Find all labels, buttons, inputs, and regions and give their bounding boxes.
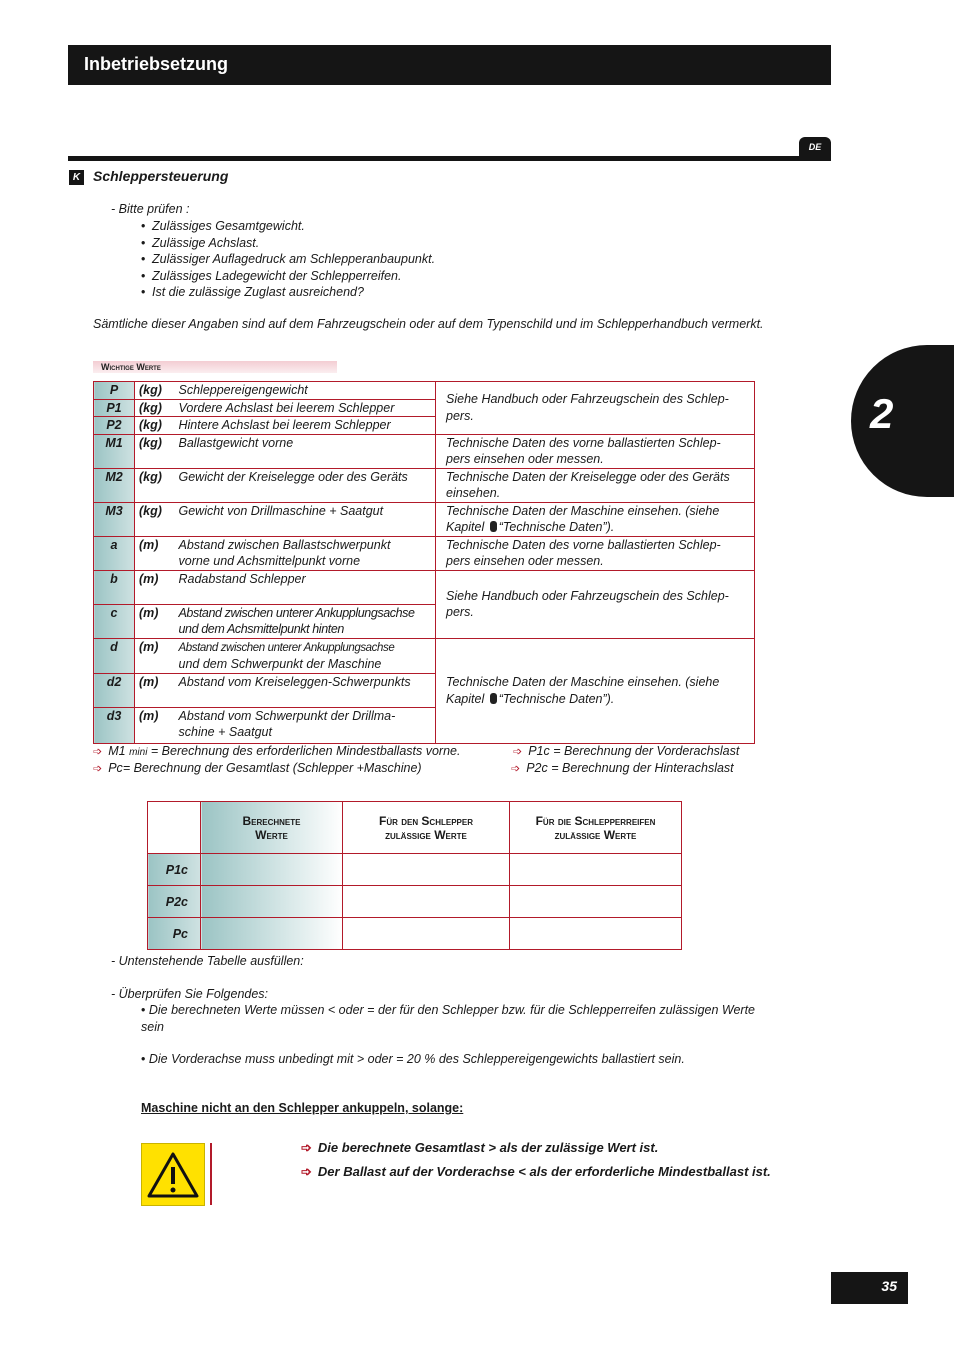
warning-title: Maschine nicht an den Schlepper ankuppeln, solange: — [141, 1101, 464, 1115]
section-rule — [68, 156, 831, 161]
list-item: • Zulässiges Ladegewicht der Schlepperreifen. — [141, 268, 435, 285]
desc-cell — [175, 707, 436, 743]
tractor-value-cell[interactable] — [343, 854, 510, 886]
table-row — [94, 502, 755, 536]
legend-symbol: P2c — [526, 761, 548, 775]
arrow-icon: ➩ — [93, 746, 103, 758]
arrow-icon: ➩ — [93, 763, 103, 775]
check-bullet-1: • Die berechneten Werte müssen < oder = der für den Schlepper bzw. für die Schlepperreifen zulässigen Werte — [141, 1003, 756, 1017]
symbol-cell: P — [94, 382, 135, 400]
unit-cell: (kg) — [135, 382, 175, 400]
warning-icon — [141, 1143, 205, 1206]
symbol-cell: P1 — [94, 399, 135, 417]
header-text: Berechnete — [242, 813, 301, 828]
check-list — [141, 218, 435, 301]
desc-text: und dem Schwerpunkt der Maschine — [178, 657, 382, 671]
bullet-text: Die berechneten Werte müssen < oder = der für den Schlepper bzw. für die Schlepperreifen zulässigen Werte — [148, 1003, 756, 1017]
desc-cell: Vordere Achslast bei leerem Schlepper — [175, 399, 436, 417]
desc-cell: Gewicht der Kreiselegge oder des Geräts — [175, 468, 436, 502]
list-item: • Zulässiger Auflagedruck am Schlepperanbaupunkt. — [141, 251, 435, 268]
symbol-cell: M1 — [94, 434, 135, 468]
warning-text: Die berechnete Gesamtlast > als der zulässige Wert ist. — [317, 1140, 659, 1155]
legend-text: = Berechnung der Gesamtlast (Schlepper +Maschine) — [122, 761, 422, 775]
row-label: P2c — [148, 886, 201, 918]
note-text: Technische Daten der Maschine einsehen. (siehe — [446, 503, 720, 518]
symbol-cell: c — [94, 604, 135, 638]
table-row — [94, 536, 755, 570]
calculation-table — [147, 801, 682, 950]
arrow-icon: ➩ — [301, 1140, 312, 1155]
unit-cell: (m) — [135, 570, 175, 604]
note-text: Technische Daten der Maschine einsehen. (siehe — [446, 675, 720, 689]
table-row — [94, 638, 755, 673]
note-text: einsehen. — [446, 486, 501, 500]
header-text: Werte — [255, 827, 288, 842]
note-text: pers. — [446, 408, 474, 423]
legend-p2c — [511, 760, 734, 778]
check-bullet-1-cont: sein — [141, 1020, 164, 1034]
desc-cell: Gewicht von Drillmaschine + Saatgut — [175, 502, 436, 536]
symbol-cell: P2 — [94, 417, 135, 435]
calculated-value-cell[interactable] — [201, 854, 343, 886]
legend-text: = Berechnung des erforderlichen Mindestballasts vorne. — [150, 744, 461, 758]
corner-cell — [148, 802, 201, 854]
book-icon — [490, 693, 497, 704]
warning-text: Der Ballast auf der Vorderachse < als der erforderliche Mindestballast ist. — [317, 1164, 771, 1179]
warning-divider — [210, 1143, 212, 1205]
values-table-label: Wichtige Werte — [93, 361, 337, 373]
tractor-value-cell[interactable] — [343, 918, 510, 950]
table-row — [148, 886, 682, 918]
check-bullet-2: • Die Vorderachse muss unbedingt mit > oder = 20 % des Schleppereigengewichts ballastiert sein. — [141, 1052, 685, 1066]
legend-text: = Berechnung der Hinterachslast — [551, 761, 734, 775]
calculated-value-cell[interactable] — [201, 918, 343, 950]
legend-symbol: P1c — [528, 744, 550, 758]
note-cell — [436, 570, 755, 638]
symbol-cell: M2 — [94, 468, 135, 502]
list-item: • Zulässiges Gesamtgewicht. — [141, 218, 435, 235]
desc-cell: Schleppereigengewicht — [175, 382, 436, 400]
table-header-row — [148, 802, 682, 854]
header-text: zulässige Werte — [385, 827, 467, 842]
symbol-cell: b — [94, 570, 135, 604]
unit-cell: (m) — [135, 638, 175, 673]
calculated-value-cell[interactable] — [201, 886, 343, 918]
book-icon — [490, 521, 497, 532]
bullet-text: Die Vorderachse muss unbedingt mit > oder = 20 % des Schleppereigengewichts ballastiert sein. — [148, 1052, 685, 1066]
page-number: 35 — [831, 1272, 908, 1304]
table-row — [94, 382, 755, 400]
table-row — [94, 570, 755, 604]
row-label: Pc — [148, 918, 201, 950]
warning-item-1 — [301, 1140, 658, 1156]
legend-subscript: mini — [129, 747, 148, 758]
unit-cell: (kg) — [135, 434, 175, 468]
table-row — [148, 918, 682, 950]
fill-instruction: - Untenstehende Tabelle ausfüllen: — [111, 954, 304, 968]
column-header-calculated — [201, 802, 343, 854]
tractor-value-cell[interactable] — [343, 886, 510, 918]
section-letter: K — [69, 170, 84, 185]
header-text: Für den Schlepper — [378, 813, 473, 828]
note-text: Siehe Handbuch oder Fahrzeugschein des Schlep- — [446, 588, 729, 603]
desc-text: Abstand zwischen unterer Ankupplungsachse — [178, 641, 395, 654]
unit-cell: (m) — [135, 707, 175, 743]
note-text: pers einsehen oder messen. — [446, 452, 604, 466]
arrow-icon: ➩ — [511, 763, 521, 775]
symbol-cell: d — [94, 638, 135, 673]
note-text: “Technische Daten”). — [498, 520, 615, 534]
symbol-cell: a — [94, 536, 135, 570]
legend-m1min — [93, 743, 460, 762]
tyre-value-cell[interactable] — [510, 886, 682, 918]
desc-cell — [175, 536, 436, 570]
note-text: Technische Daten des vorne ballastierten Schlep- — [446, 537, 721, 552]
intro-note: Sämtliche dieser Angaben sind auf dem Fahrzeugschein oder auf dem Typenschild und im Schlepperhandbuch vermerkt. — [93, 317, 764, 331]
header-text: zulässige Werte — [554, 827, 637, 842]
arrow-icon: ➩ — [513, 746, 523, 758]
tyre-value-cell[interactable] — [510, 854, 682, 886]
desc-text: vorne und Achsmittelpunkt vorne — [178, 554, 361, 568]
desc-cell: Ballastgewicht vorne — [175, 434, 436, 468]
unit-cell: (m) — [135, 673, 175, 707]
tyre-value-cell[interactable] — [510, 918, 682, 950]
note-text: Technische Daten der Kreiselegge oder des Geräts — [446, 469, 730, 484]
desc-cell: Hintere Achslast bei leerem Schlepper — [175, 417, 436, 435]
note-text: pers einsehen oder messen. — [446, 554, 604, 568]
desc-text: schine + Saatgut — [178, 725, 272, 739]
arrow-icon: ➩ — [301, 1164, 312, 1179]
desc-cell: Abstand vom Kreiseleggen-Schwerpunkts — [175, 673, 436, 707]
desc-cell: Radabstand Schlepper — [175, 570, 436, 604]
warning-item-2 — [301, 1164, 771, 1180]
note-text: Kapitel — [446, 520, 485, 534]
page-title: Inbetriebsetzung — [84, 54, 229, 74]
note-cell — [436, 382, 755, 435]
table-row — [94, 468, 755, 502]
list-item: • Ist die zulässige Zuglast ausreichend? — [141, 284, 435, 301]
column-header-tyres — [510, 802, 682, 854]
row-label: P1c — [148, 854, 201, 886]
chapter-number: 2 — [870, 390, 894, 437]
desc-text: Abstand zwischen Ballastschwerpunkt — [178, 537, 391, 552]
note-text: Technische Daten des vorne ballastierten Schlep- — [446, 435, 721, 450]
legend-symbol: Pc — [108, 761, 123, 775]
legend-symbol: M1 — [108, 744, 126, 758]
legend-p1c — [513, 743, 739, 761]
symbol-cell: d3 — [94, 707, 135, 743]
desc-text: Abstand zwischen unterer Ankupplungsachse — [178, 605, 415, 620]
note-cell — [436, 502, 755, 536]
check-label: - Bitte prüfen : — [111, 202, 190, 216]
legend-text: = Berechnung der Vorderachslast — [553, 744, 740, 758]
desc-cell — [175, 638, 436, 673]
values-table — [93, 381, 755, 744]
list-item: • Zulässige Achslast. — [141, 235, 435, 252]
check-instruction: - Überprüfen Sie Folgendes: — [111, 987, 269, 1001]
note-text: pers. — [446, 605, 474, 619]
note-text: “Technische Daten”). — [498, 691, 615, 706]
desc-cell — [175, 604, 436, 638]
symbol-cell: M3 — [94, 502, 135, 536]
table-row — [148, 854, 682, 886]
language-tag: DE — [799, 137, 831, 161]
note-text: Kapitel — [446, 691, 485, 706]
unit-cell: (m) — [135, 536, 175, 570]
column-header-tractor — [343, 802, 510, 854]
desc-text: Abstand vom Schwerpunkt der Drillma- — [178, 708, 396, 723]
section-title: Schleppersteuerung — [93, 168, 229, 184]
note-text: Siehe Handbuch oder Fahrzeugschein des Schlep- — [446, 392, 729, 407]
note-cell — [436, 468, 755, 502]
unit-cell: (kg) — [135, 417, 175, 435]
symbol-cell: d2 — [94, 673, 135, 707]
chapter-tab — [851, 345, 954, 497]
legend-pc — [93, 760, 422, 778]
note-cell — [436, 536, 755, 570]
header-bar — [68, 45, 831, 85]
unit-cell: (kg) — [135, 502, 175, 536]
unit-cell: (kg) — [135, 468, 175, 502]
unit-cell: (kg) — [135, 399, 175, 417]
note-cell — [436, 434, 755, 468]
note-cell — [436, 638, 755, 743]
desc-text: und dem Achsmittelpunkt hinten — [178, 622, 344, 636]
table-row — [94, 434, 755, 468]
unit-cell: (m) — [135, 604, 175, 638]
header-text: Für die Schlepperreifen — [535, 813, 656, 828]
